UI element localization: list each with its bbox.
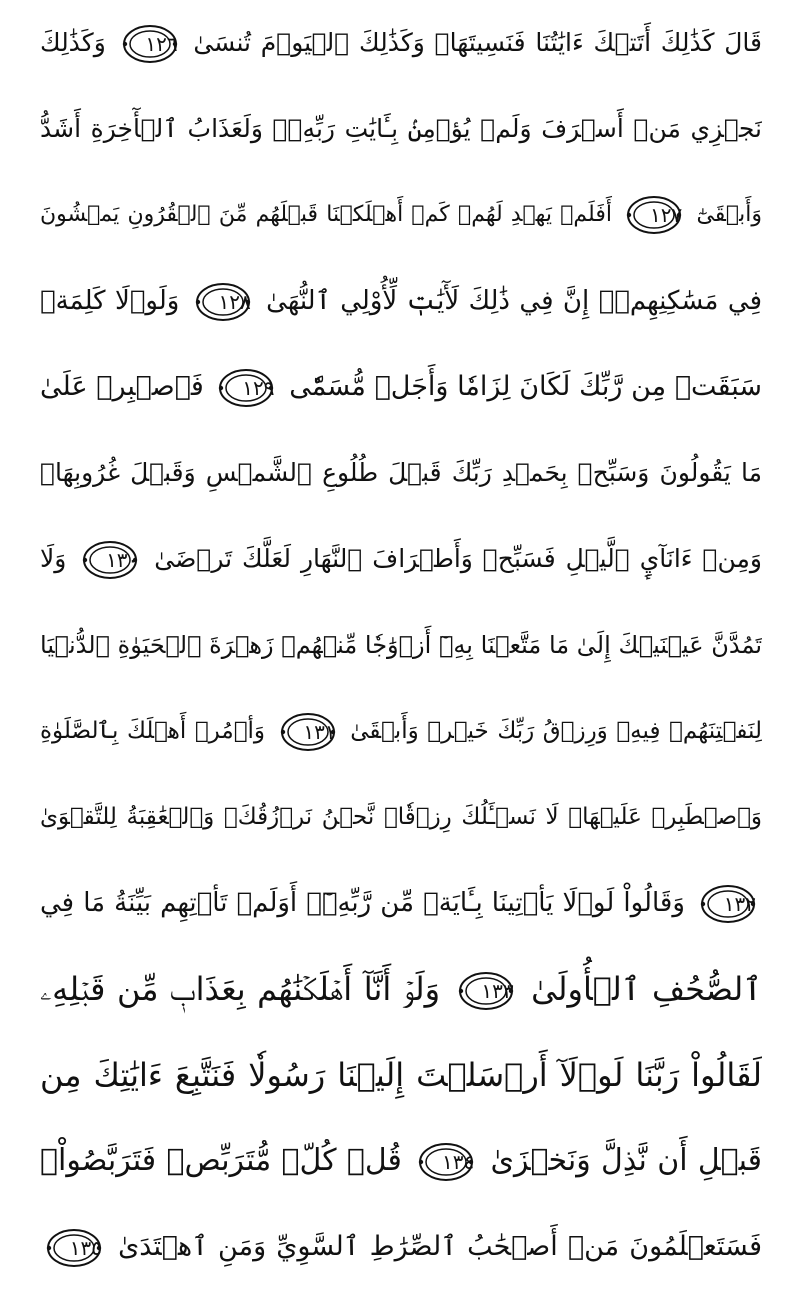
line-text-after: وَقَالُواْ لَوۡلَا يَأۡتِينَا بِـَٔايَةٖ مِّن رَّبِّهِۦٓۚ أَوَلَمۡ تَأۡتِهِم بَيِّنَةُ مَا فِي — [40, 888, 685, 918]
ayah-end-marker — [280, 712, 336, 752]
line-text-before: ٱلصُّحُفِ ٱلۡأُولَىٰ — [531, 970, 762, 1008]
line-text-before: فِي مَسَٰكِنِهِمۡۗ إِنَّ فِي ذَٰلِكَ لَأٓيَٰتٖ لِّأُوْلِي ٱلنُّهَىٰ — [266, 286, 762, 316]
text-line-10 — [40, 774, 762, 860]
text-line-7 — [40, 516, 762, 602]
line-text-before: وَمِنۡ ءَانَآيِٕ ٱلَّيۡلِ فَسَبِّحۡ وَأَطۡرَافَ ٱلنَّهَارِ لَعَلَّكَ تَرۡضَىٰ — [154, 544, 762, 573]
text-line-9 — [40, 688, 762, 774]
line-text: مَا يَقُولُونَ وَسَبِّحۡ بِحَمۡدِ رَبِّكَ قَبۡلَ طُلُوعِ ٱلشَّمۡسِ وَقَبۡلَ غُرُوبِهَاۖ — [40, 458, 762, 487]
text-line-12 — [40, 946, 762, 1032]
ayah-number: ١٣٤ — [441, 1149, 475, 1174]
line-text-after: أَفَلَمۡ يَهۡدِ لَهُمۡ كَمۡ أَهۡلَكۡنَا قَبۡلَهُم مِّنَ ٱلۡقُرُونِ يَمۡشُونَ — [40, 202, 612, 227]
line-text: لَقَالُواْ رَبَّنَا لَوۡلَآ أَرۡسَلۡتَ إِلَيۡنَا رَسُولٗا فَنَتَّبِعَ ءَايَٰتِكَ مِن — [40, 1056, 762, 1094]
line-text-after: وَلَوۡ أَنَّآ أَهۡلَكۡنَٰهُم بِعَذَابٖ مِّن قَبۡلِهِۦ — [40, 970, 441, 1008]
text-line-15 — [40, 1204, 762, 1290]
text-line-1 — [40, 0, 762, 86]
line-text-before: قَالَ كَذَٰلِكَ أَتَتۡكَ ءَايَٰتُنَا فَنَسِيتَهَاۖ وَكَذَٰلِكَ ٱلۡيَوۡمَ تُنسَىٰ — [193, 28, 762, 57]
ayah-number: ١٢٩ — [242, 375, 275, 400]
text-line-14 — [40, 1118, 762, 1204]
ayah-number: ١٢٨ — [218, 289, 251, 314]
ayah-end-marker — [700, 884, 756, 924]
text-line-2 — [40, 86, 762, 172]
line-text-after: وَلَوۡلَا كَلِمَةٞ — [40, 286, 180, 316]
ayah-end-marker — [46, 1228, 102, 1268]
text-line-11 — [40, 860, 762, 946]
text-line-13 — [40, 1032, 762, 1118]
line-text-after: قُلۡ كُلّٞ مُّتَرَبِّصٞ فَتَرَبَّصُواْۖ — [40, 1143, 402, 1178]
ayah-number: ١٣٢ — [723, 891, 756, 916]
line-text-after: وَكَذَٰلِكَ — [40, 28, 106, 57]
line-text-before: وَأَبۡقَىٰٓ — [696, 202, 762, 227]
text-line-5 — [40, 344, 762, 430]
line-text-before: قَبۡلِ أَن نَّذِلَّ وَنَخۡزَىٰ — [490, 1143, 762, 1178]
ayah-number: ١٣٠ — [106, 548, 139, 572]
ayah-end-marker — [418, 1142, 474, 1182]
line-text-before: فَسَتَعۡلَمُونَ مَنۡ أَصۡحَٰبُ ٱلصِّرَٰطِ ٱلسَّوِيِّ وَمَنِ ٱهۡتَدَىٰ — [118, 1231, 762, 1262]
line-text-before: لِنَفۡتِنَهُمۡ فِيهِۚ وَرِزۡقُ رَبِّكَ خَيۡرٞ وَأَبۡقَىٰ — [350, 718, 762, 744]
line-text-after: وَلَا — [40, 544, 67, 573]
line-text: تَمُدَّنَّ عَيۡنَيۡكَ إِلَىٰ مَا مَتَّعۡنَا بِهِۦٓ أَزۡوَٰجٗا مِّنۡهُمۡ زَهۡرَةَ ٱلۡحَيَوٰةِ ٱلدُّنۡيَا — [40, 631, 762, 659]
ayah-end-marker — [82, 540, 138, 580]
ayah-number: ١٣٥ — [69, 1235, 102, 1260]
ayah-end-marker — [458, 971, 514, 1011]
line-text-after: وَأۡمُرۡ أَهۡلَكَ بِٱلصَّلَوٰةِ — [40, 718, 265, 744]
text-line-3 — [40, 172, 762, 258]
ayah-end-marker — [195, 282, 251, 322]
line-text: وَٱصۡطَبِرۡ عَلَيۡهَاۖ لَا نَسۡـَٔلُكَ رِزۡقٗاۖ نَّحۡنُ نَرۡزُقُكَۗ وَٱلۡعَٰقِبَةُ لِلتَّقۡوَىٰ — [40, 804, 762, 830]
line-text-after: فَٱصۡبِرۡ عَلَىٰ — [40, 371, 204, 402]
ayah-number: ١٢٧ — [649, 203, 683, 227]
line-text: نَجۡزِي مَنۡ أَسۡرَفَ وَلَمۡ يُؤۡمِنۢ بِـَٔايَٰتِ رَبِّهِۦۚ وَلَعَذَابُ ٱلۡأٓخِرَةِ أَشَدُّ — [40, 114, 762, 143]
ayah-end-marker — [218, 368, 274, 408]
ayah-number: ١٢٦ — [145, 32, 178, 56]
ayah-end-marker — [122, 24, 178, 64]
line-text-before: سَبَقَتۡ مِن رَّبِّكَ لَكَانَ لِزَامٗا وَأَجَلٞ مُّسَمّٗى — [289, 371, 762, 402]
ayah-end-marker — [626, 195, 682, 235]
text-line-6 — [40, 430, 762, 516]
text-line-4 — [40, 258, 762, 344]
ayah-number: ١٣٣ — [481, 979, 514, 1003]
text-line-8 — [40, 602, 762, 688]
ayah-number: ١٣١ — [303, 719, 336, 744]
